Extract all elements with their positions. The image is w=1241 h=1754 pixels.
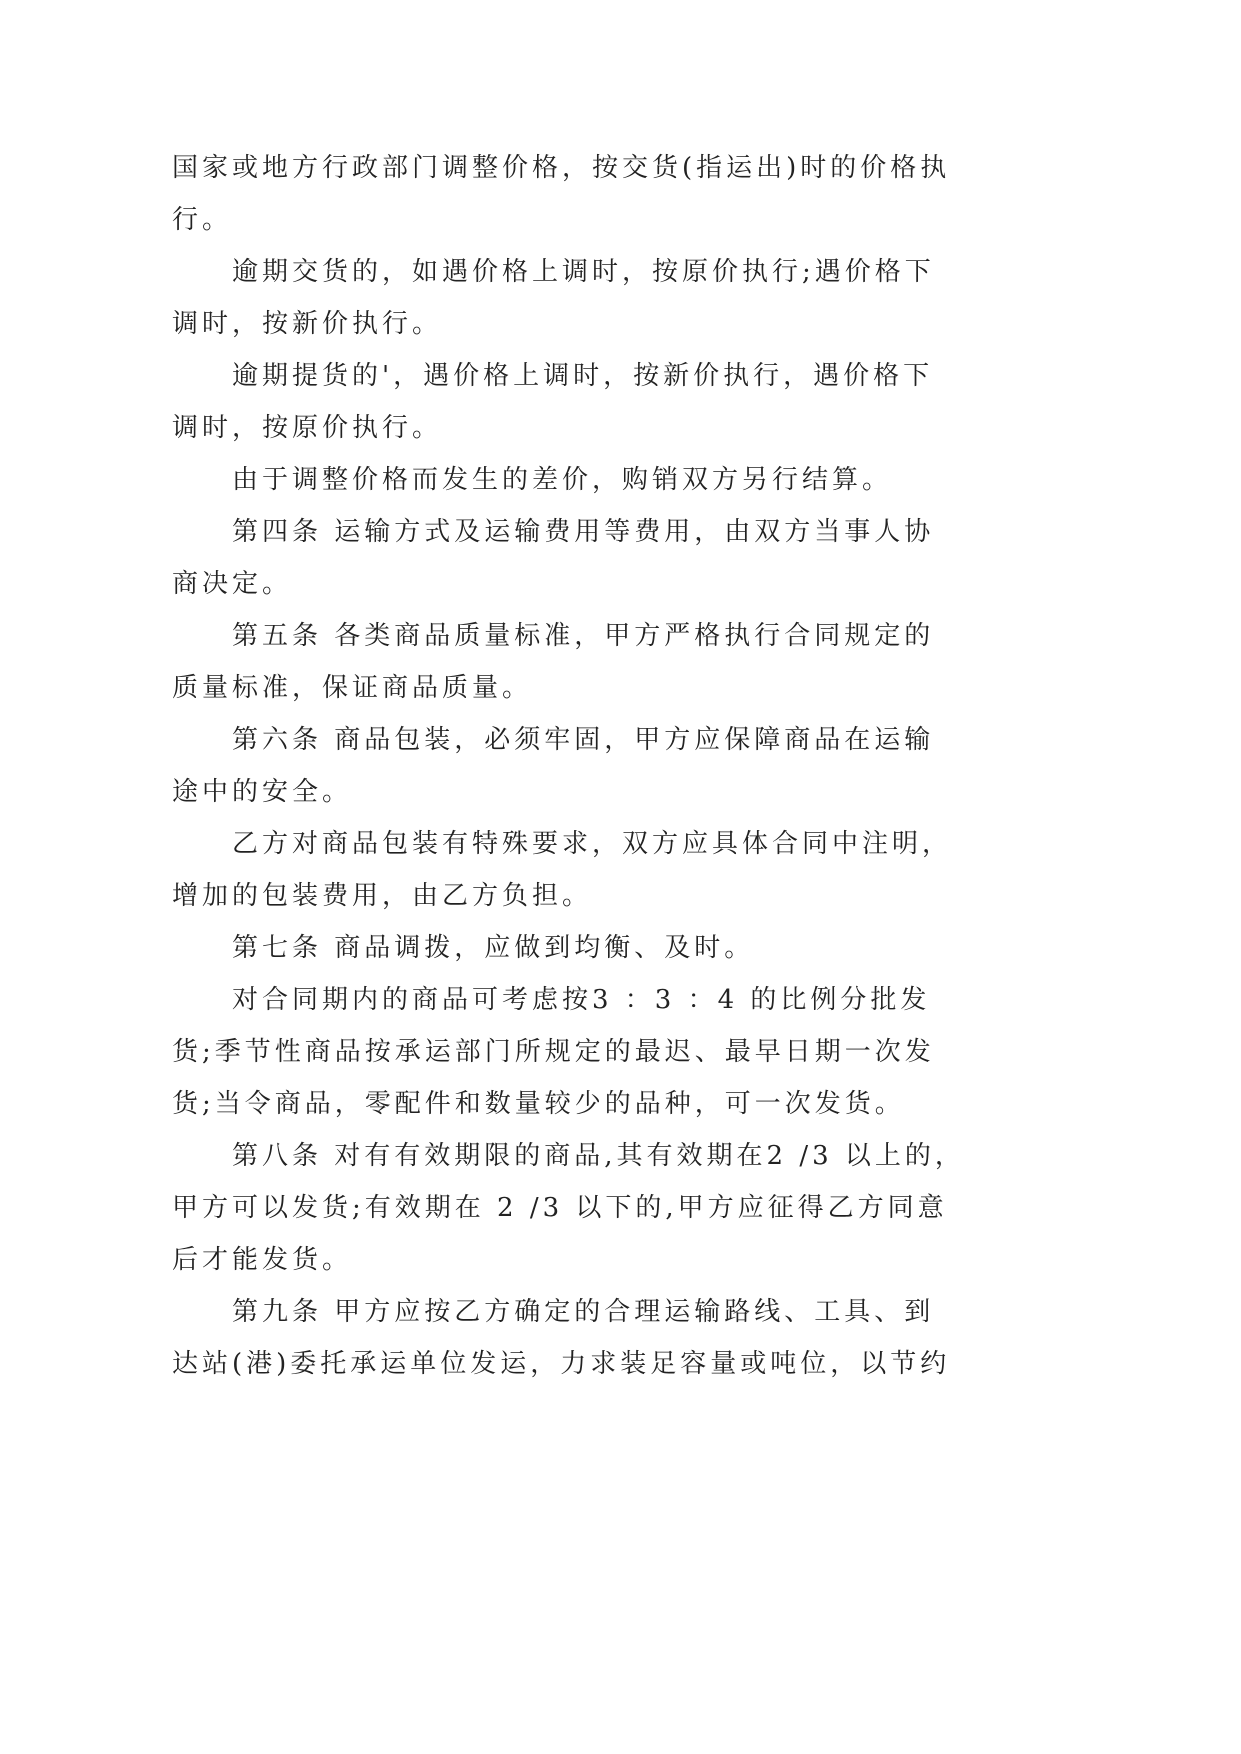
text-line: 第八条 对有有效期限的商品,其有效期在2 /3 以上的， [232, 1141, 965, 1171]
article-9-paragraph [172, 1286, 1072, 1390]
text-line: 第五条 各类商品质量标准，甲方严格执行合同规定的 [232, 621, 935, 651]
paragraph [172, 142, 1072, 246]
text-line: 行。 [172, 205, 233, 235]
text-line: 甲方可以发货;有效期在 2 /3 以下的,甲方应征得乙方同意 [172, 1193, 948, 1223]
text-line: 增加的包装费用，由乙方负担。 [172, 881, 593, 911]
text-line: 达站(港)委托承运单位发运，力求装足容量或吨位，以节约 [172, 1349, 951, 1379]
text-line: 逾期提货的'，遇价格上调时，按新价执行，遇价格下 [232, 361, 934, 391]
article-6-paragraph [172, 714, 1072, 818]
text-line: 货;季节性商品按承运部门所规定的最迟、最早日期一次发 [172, 1037, 935, 1067]
text-line: 第七条 商品调拨，应做到均衡、及时。 [232, 933, 755, 963]
article-8-paragraph [172, 1130, 1072, 1286]
text-line: 质量标准，保证商品质量。 [172, 673, 533, 703]
text-line: 货;当令商品，零配件和数量较少的品种，可一次发货。 [172, 1089, 905, 1119]
text-line: 后才能发货。 [172, 1245, 353, 1275]
text-line: 调时，按原价执行。 [172, 413, 443, 443]
document-page [172, 142, 1072, 1390]
text-line: 逾期交货的，如遇价格上调时，按原价执行;遇价格下 [232, 257, 935, 287]
text-line: 商决定。 [172, 569, 293, 599]
text-line: 国家或地方行政部门调整价格，按交货(指运出)时的价格执 [172, 153, 951, 183]
paragraph [172, 454, 1072, 506]
text-line: 第六条 商品包装，必须牢固，甲方应保障商品在运输 [232, 725, 935, 755]
paragraph [172, 246, 1072, 350]
text-line: 乙方对商品包装有特殊要求，双方应具体合同中注明， [232, 829, 953, 859]
paragraph [172, 350, 1072, 454]
text-line: 调时，按新价执行。 [172, 309, 443, 339]
text-line: 第四条 运输方式及运输费用等费用，由双方当事人协 [232, 517, 935, 547]
text-line: 对合同期内的商品可考虑按3 ：3 ：4 的比例分批发 [232, 985, 931, 1015]
text-line: 由于调整价格而发生的差价，购销双方另行结算。 [232, 465, 893, 495]
text-line: 途中的安全。 [172, 777, 353, 807]
article-4-paragraph [172, 506, 1072, 610]
article-7-paragraph [172, 922, 1072, 974]
article-5-paragraph [172, 610, 1072, 714]
paragraph [172, 974, 1072, 1130]
paragraph [172, 818, 1072, 922]
text-line: 第九条 甲方应按乙方确定的合理运输路线、工具、到 [232, 1297, 935, 1327]
